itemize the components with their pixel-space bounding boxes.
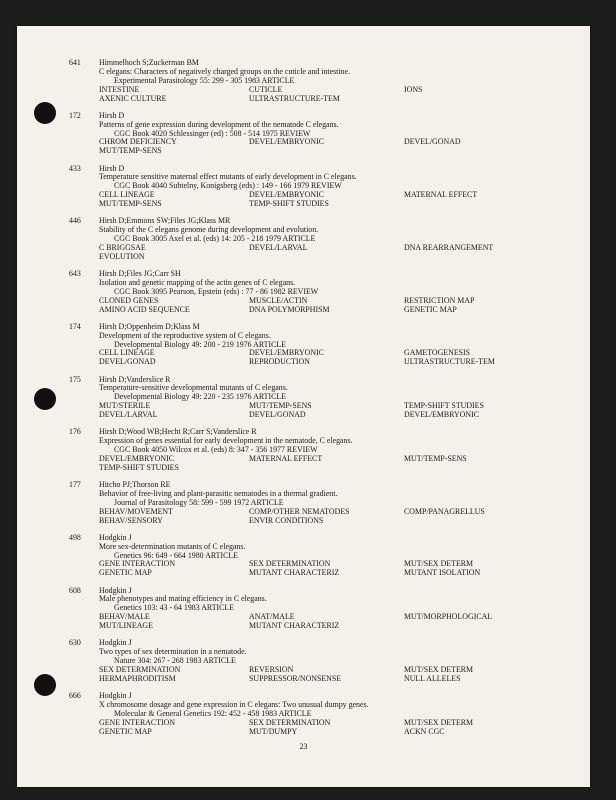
- keyword: TEMP-SHIFT STUDIES: [404, 401, 484, 411]
- keyword-row: [69, 253, 579, 262]
- binder-hole: [34, 674, 56, 696]
- keyword: CELL LINEAGE: [99, 190, 155, 200]
- keyword: DEVEL/LARVAL: [99, 410, 158, 420]
- entry-title: More sex-determination mutants of C elegans.: [99, 541, 246, 551]
- entry-authors: Hirsh D;Files JG;Carr SH: [99, 269, 181, 278]
- keyword-row: [69, 358, 579, 367]
- keyword-row: [69, 622, 579, 631]
- entry-number: 177: [69, 480, 81, 489]
- entry-authors: Hodgkin J: [99, 532, 132, 542]
- entry-citation: Journal of Parasitology 58: 599 - 599 1972 ARTICLE: [114, 497, 284, 507]
- keyword: AXENIC CULTURE: [99, 93, 167, 103]
- keyword: DEVEL/EMBRYONIC: [99, 453, 174, 463]
- keyword-row: [69, 728, 579, 737]
- bibliography-entry: [69, 59, 579, 103]
- keyword: DEVEL/GONAD: [249, 410, 306, 420]
- entry-number: 643: [69, 269, 81, 278]
- entry-citation: Experimental Parasitology 55: 299 - 305 1983 ARTICLE: [114, 75, 295, 85]
- keyword: DNA REARRANGEMENT: [404, 242, 494, 252]
- entry-number: 176: [69, 427, 81, 437]
- keyword-row: [69, 517, 579, 526]
- keyword: BEHAV/MOVEMENT: [99, 506, 173, 516]
- keyword: COMP/OTHER NEMATODES: [249, 506, 350, 516]
- bibliography-entry: [69, 376, 579, 420]
- entry-authors: Hirsh D: [99, 110, 125, 120]
- keyword: RESTRICTION MAP: [404, 295, 475, 305]
- entry-citation: Nature 304: 267 - 268 1983 ARTICLE: [114, 656, 236, 666]
- entry-authors: Himmelhoch S;Zuckerman BM: [99, 58, 199, 67]
- keyword: ULTRASTRUCTURE-TEM: [249, 93, 340, 103]
- entry-number: 666: [69, 691, 81, 700]
- entry-authors: Hirsh D;Emmons SW;Files JG;Klass MR: [99, 216, 231, 226]
- keyword: MUT/SEX DETERM: [404, 717, 474, 727]
- keyword: GENETIC MAP: [99, 726, 152, 736]
- keyword: CELL LINEAGE: [99, 348, 155, 358]
- keyword: MUT/STERILE: [99, 401, 151, 411]
- keyword-row: [69, 95, 579, 104]
- entry-citation: CGC Book 4050 Wilcox et al. (eds) 8: 347 - 356 1977 REVIEW: [114, 445, 318, 455]
- entry-title: Stability of the C elegans genome during development and evolution.: [99, 225, 319, 235]
- entry-authors: Hitcho PJ;Thorson RE: [99, 480, 171, 489]
- keyword-row: [69, 569, 579, 578]
- entry-citation: CGC Book 4020 Schlessinger (ed) : 508 - 514 1975 REVIEW: [114, 128, 311, 138]
- keyword: COMP/PANAGRELLUS: [404, 506, 485, 516]
- keyword-row: [69, 306, 579, 315]
- entry-number: 175: [69, 374, 81, 384]
- keyword: NULL ALLELES: [404, 673, 461, 683]
- keyword: C BRIGGSAE: [99, 242, 146, 252]
- keyword: MUT/SEX DETERM: [404, 559, 474, 569]
- keyword: DEVEL/LARVAL: [249, 242, 308, 252]
- keyword-row: [69, 200, 579, 209]
- bibliography-entry: [69, 587, 579, 631]
- keyword: MUT/DUMPY: [249, 726, 298, 736]
- keyword: REVERSION: [249, 664, 294, 674]
- entry-title: Expression of genes essential for early development in the nematode, C elegans.: [99, 436, 353, 446]
- keyword: SEX DETERMINATION: [249, 717, 331, 727]
- entry-authors: Hirsh D;Vanderslice R: [99, 374, 171, 384]
- keyword-row: [69, 675, 579, 684]
- entry-title: C elegans: Characters of negatively charged groups on the cuticle and intestine.: [99, 66, 350, 76]
- keyword: SUPPRESSOR/NONSENSE: [249, 673, 342, 683]
- entry-citation: Genetics 96: 649 - 664 1980 ARTICLE: [114, 550, 239, 560]
- keyword: ANAT/MALE: [249, 612, 295, 622]
- bibliography-entry: [69, 692, 579, 736]
- binder-hole: [34, 102, 56, 124]
- entry-title: Patterns of gene expression during development of the nematode C elegans.: [99, 119, 339, 129]
- keyword: MATERNAL EFFECT: [249, 453, 323, 463]
- entry-number: 641: [69, 58, 81, 67]
- entry-number: 498: [69, 532, 81, 542]
- keyword-row: [69, 411, 579, 420]
- keyword: CHROM DEFICIENCY: [99, 137, 177, 147]
- keyword: DEVEL/GONAD: [404, 137, 461, 147]
- entry-title: X chromosome dosage and gene expression in C elegans: Two unusual dumpy genes.: [99, 699, 369, 709]
- keyword-row: [69, 147, 579, 156]
- entry-citation: Developmental Biology 49: 200 - 219 1976 ARTICLE: [114, 339, 287, 349]
- keyword: GENE INTERACTION: [99, 717, 176, 727]
- entry-authors: Hirsh D;Oppenheim D;Klass M: [99, 321, 200, 331]
- keyword: MUT/LINEAGE: [99, 621, 153, 631]
- bibliography-entry: [69, 112, 579, 156]
- entry-citation: CGC Book 4040 Subtelny, Konigsberg (eds) : 149 - 166 1979 REVIEW: [114, 181, 342, 191]
- entry-number: 174: [69, 321, 81, 331]
- bibliography-entry: [69, 428, 579, 472]
- keyword: GAMETOGENESIS: [404, 348, 471, 358]
- keyword: EVOLUTION: [99, 251, 145, 261]
- keyword: IONS: [404, 84, 423, 94]
- keyword: INTESTINE: [99, 84, 140, 94]
- entry-title: Development of the reproductive system of C elegans.: [99, 330, 271, 340]
- bibliography-entry: [69, 270, 579, 314]
- bibliography-entry: [69, 639, 579, 683]
- keyword: CUTICLE: [249, 84, 283, 94]
- keyword: MUT/TEMP-SENS: [249, 401, 312, 411]
- keyword: TEMP-SHIFT STUDIES: [99, 462, 179, 472]
- keyword: ACKN CGC: [404, 726, 445, 736]
- keyword: HERMAPHRODITISM: [99, 673, 176, 683]
- page-number: 23: [299, 742, 308, 751]
- entry-title: Male phenotypes and mating efficiency in C elegans.: [99, 594, 267, 604]
- entry-authors: Hodgkin J: [99, 638, 132, 648]
- entry-number: 630: [69, 638, 81, 648]
- entry-authors: Hirsh D;Wood WB;Hecht R;Carr S;Vanderslice R: [99, 427, 257, 437]
- keyword: GENETIC MAP: [99, 568, 152, 578]
- binder-hole: [34, 388, 56, 410]
- keyword: DNA POLYMORPHISM: [249, 304, 330, 314]
- keyword: AMINO ACID SEQUENCE: [99, 304, 190, 314]
- entry-authors: Hodgkin J: [99, 585, 132, 595]
- entry-number: 172: [69, 110, 81, 120]
- keyword: MUTANT CHARACTERIZ: [249, 568, 340, 578]
- keyword: MUT/SEX DETERM: [404, 664, 474, 674]
- entry-citation: Genetics 103: 43 - 64 1983 ARTICLE: [114, 603, 235, 613]
- keyword: MUT/TEMP-SENS: [99, 199, 162, 209]
- keyword: CLONED GENES: [99, 295, 159, 305]
- bibliography-entry: [69, 323, 579, 367]
- keyword: DEVEL/EMBRYONIC: [249, 137, 324, 147]
- bibliography-entry: [69, 534, 579, 578]
- keyword: SEX DETERMINATION: [99, 664, 181, 674]
- entry-title: Temperature-sensitive developmental mutants of C elegans.: [99, 383, 288, 393]
- keyword: MUTANT CHARACTERIZ: [249, 621, 340, 631]
- keyword: ULTRASTRUCTURE-TEM: [404, 357, 495, 367]
- bibliography-entry: [69, 165, 579, 209]
- keyword: BEHAV/SENSORY: [99, 515, 163, 525]
- keyword: BEHAV/MALE: [99, 612, 150, 622]
- entry-title: Two types of sex determination in a nematode.: [99, 647, 247, 657]
- keyword: MUT/MORPHOLOGICAL: [404, 612, 493, 622]
- entry-authors: Hirsh D: [99, 163, 125, 173]
- keyword: MUTANT ISOLATION: [404, 568, 481, 578]
- keyword: MUT/TEMP-SENS: [99, 146, 162, 156]
- keyword: GENE INTERACTION: [99, 559, 176, 569]
- entry-citation: CGC Book 3095 Pearson, Epstein (eds) : 77 - 86 1982 REVIEW: [114, 286, 319, 296]
- keyword: DEVEL/EMBRYONIC: [404, 410, 479, 420]
- keyword: MATERNAL EFFECT: [404, 190, 478, 200]
- entry-citation: Molecular & General Genetics 192: 452 - 458 1983 ARTICLE: [114, 708, 312, 718]
- keyword: REPRODUCTION: [249, 357, 310, 367]
- document-page: [17, 26, 590, 787]
- keyword: SEX DETERMINATION: [249, 559, 331, 569]
- keyword: ENVIR CONDITIONS: [249, 515, 324, 525]
- keyword: DEVEL/EMBRYONIC: [249, 348, 324, 358]
- keyword: MUSCLE/ACTIN: [249, 295, 308, 305]
- keyword-row: [69, 464, 579, 473]
- bibliography-entry: [69, 481, 579, 525]
- keyword-row: [69, 244, 579, 253]
- bibliography-list: [69, 59, 579, 745]
- entry-title: Isolation and genetic mapping of the actin genes of C elegans.: [99, 277, 296, 287]
- keyword: DEVEL/EMBRYONIC: [249, 190, 324, 200]
- entry-authors: Hodgkin J: [99, 691, 132, 700]
- entry-citation: Developmental Biology 49: 220 - 235 1976 ARTICLE: [114, 392, 287, 402]
- bibliography-entry: [69, 217, 579, 261]
- keyword: MUT/TEMP-SENS: [404, 453, 467, 463]
- entry-number: 433: [69, 163, 81, 173]
- entry-citation: CGC Book 3005 Axel et al. (eds) 14: 205 - 218 1979 ARTICLE: [114, 234, 316, 244]
- entry-number: 608: [69, 585, 81, 595]
- keyword: GENETIC MAP: [404, 304, 457, 314]
- entry-number: 446: [69, 216, 81, 226]
- keyword: TEMP-SHIFT STUDIES: [249, 199, 329, 209]
- keyword: DEVEL/GONAD: [99, 357, 156, 367]
- entry-title: Behavior of free-living and plant-parasitic nematodes in a thermal gradient.: [99, 488, 338, 498]
- entry-title: Temperature sensitive maternal effect mutants of early development in C elegans.: [99, 172, 357, 182]
